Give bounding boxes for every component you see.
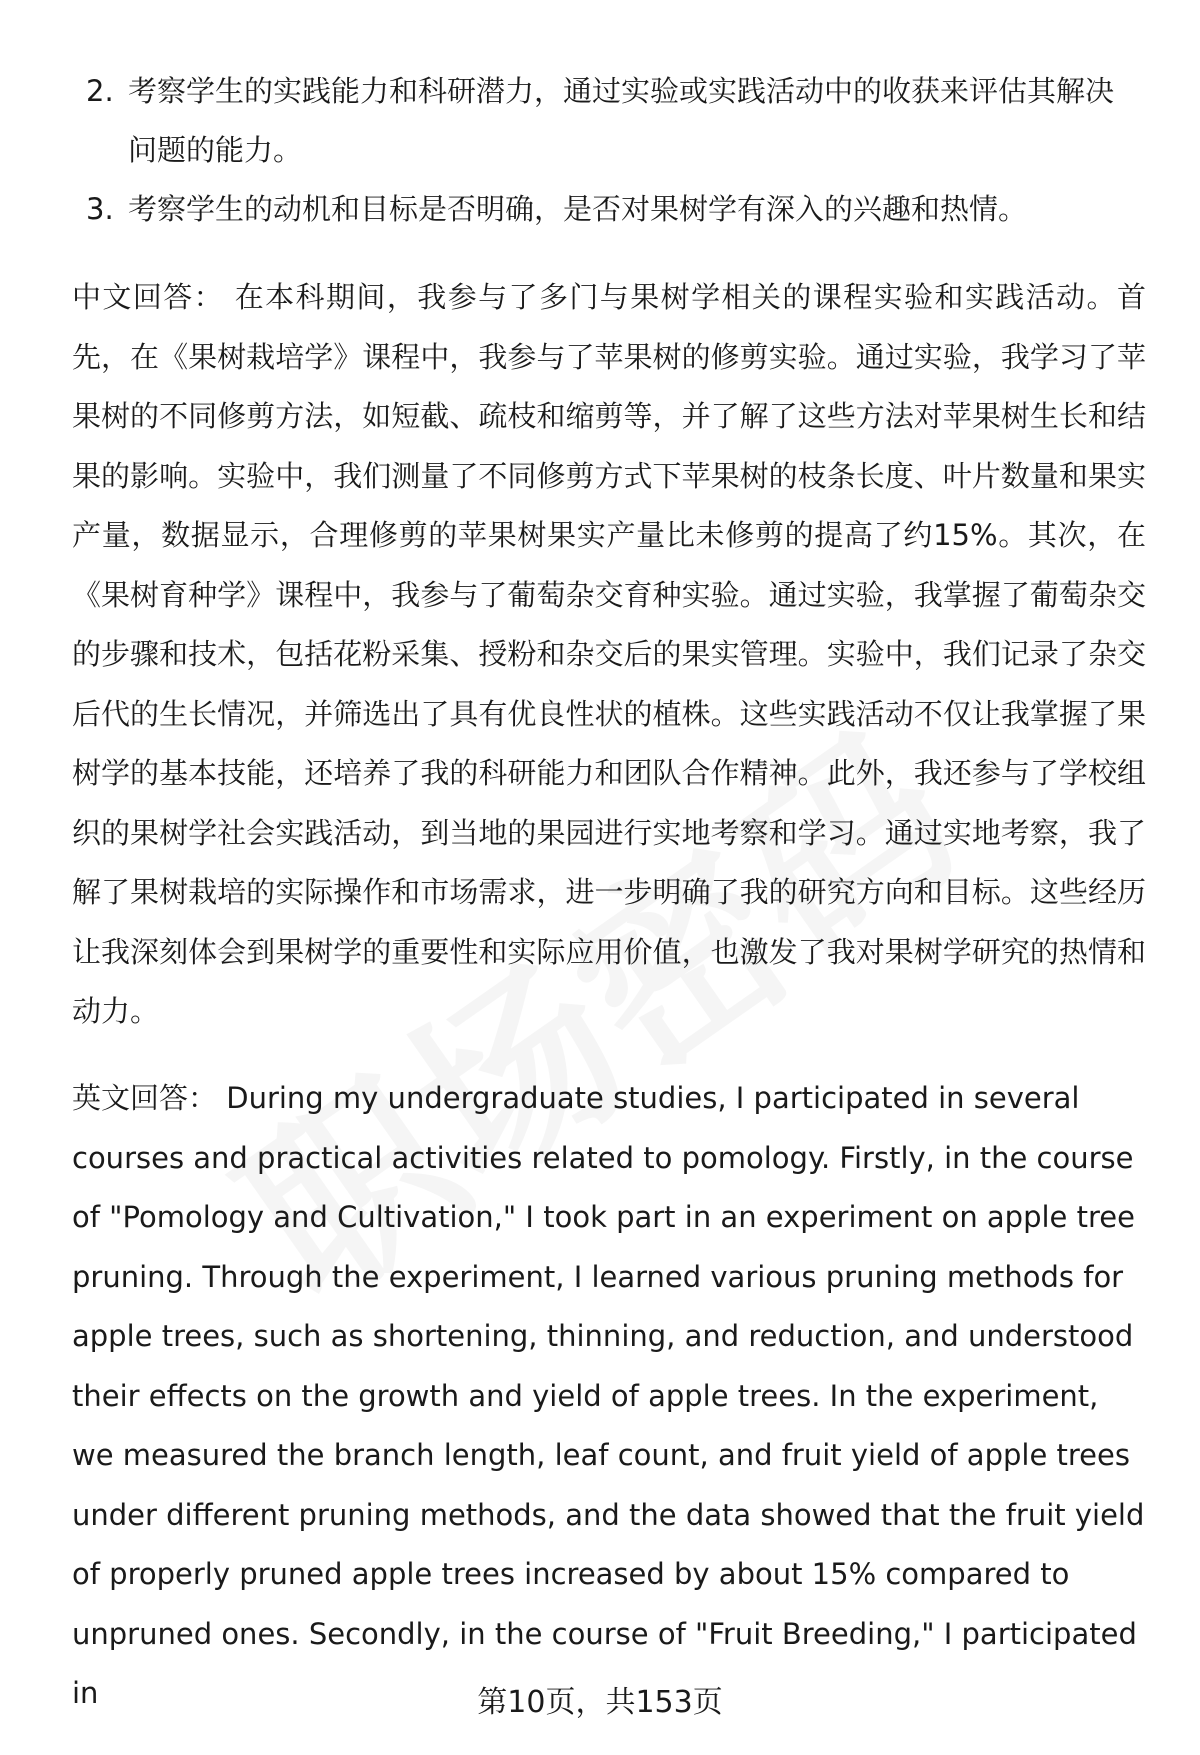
list-item [72,62,1142,180]
english-answer-label: 英文回答： [72,1081,218,1115]
list-item-number: 2. [86,74,114,108]
english-answer-text: During my undergraduate studies, I participated in several courses and practical activities related to pomology. Firstly, in the course of "Pomology and Cultivation," I took part in an experiment on apple tree pruning. Through the experiment, I learned various pruning methods for apple trees, such as shortening, thinning, and reduction, and understood their effects on the growth and yield of apple trees. In the experiment, we measured the branch length, leaf count, and fruit yield of apple trees under different pruning methods, and the data showed that the fruit yield of properly pruned apple trees increased by about 15% compared to unpruned ones. Secondly, in the course of "Fruit Breeding," I participated in [72,1081,1145,1710]
english-answer-paragraph [72,1069,1146,1724]
chinese-answer-paragraph [72,268,1146,1042]
list-item-text: 考察学生的实践能力和科研潜力，通过实验或实践活动中的收获来评估其解决问题的能力。 [128,74,1115,167]
list-item-number: 3. [86,192,114,226]
chinese-answer-label: 中文回答： [72,280,225,314]
page-number-footer: 第10页，共153页 [477,1685,723,1720]
chinese-answer-text: 在本科期间，我参与了多门与果树学相关的课程实验和实践活动。首先，在《果树栽培学》课程中，我参与了苹果树的修剪实验。通过实验，我学习了苹果树的不同修剪方法，如短截、疏枝和缩剪等，并了解了这些方法对苹果树生长和结果的影响。实验中，我们测量了不同修剪方式下苹果树的枝条长度、叶片数量和果实产量，数据显示，合理修剪的苹果树果实产量比未修剪的提高了约15%。其次，在《果树育种学》课程中，我参与了葡萄杂交育种实验。通过实验，我掌握了葡萄杂交的步骤和技术，包括花粉采集、授粉和杂交后的果实管理。实验中，我们记录了杂交后代的生长情况，并筛选出了具有优良性状的植株。这些实践活动不仅让我掌握了果树学的基本技能，还培养了我的科研能力和团队合作精神。此外，我还参与了学校组织的果树学社会实践活动，到当地的果园进行实地考察和学习。通过实地考察，我了解了果树栽培的实际操作和市场需求，进一步明确了我的研究方向和目标。这些经历让我深刻体会到果树学的重要性和实际应用价值，也激发了我对果树学研究的热情和动力。 [72,280,1146,1028]
list-item-text: 考察学生的动机和目标是否明确，是否对果树学有深入的兴趣和热情。 [128,192,1028,226]
evaluation-points-list [72,62,1142,239]
list-item [72,180,1142,239]
